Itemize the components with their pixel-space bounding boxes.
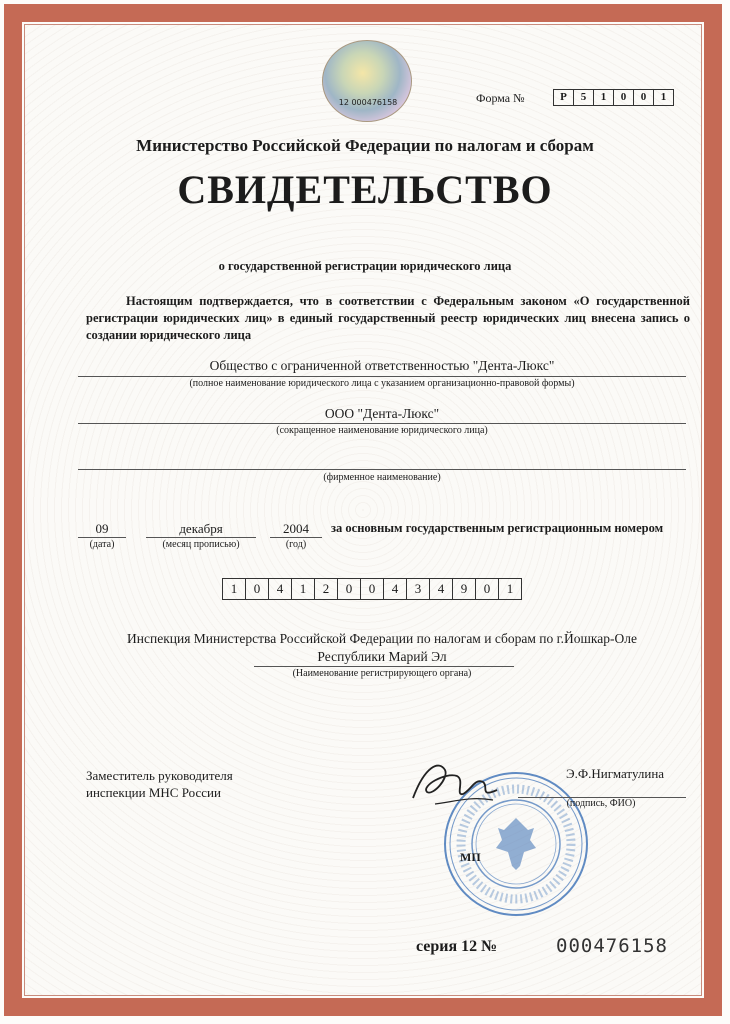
signature-caption: (подпись, ФИО) <box>566 798 636 809</box>
stamp-place-label: МП <box>460 850 481 864</box>
short-name-underline <box>78 423 686 424</box>
ogrn-digit: 0 <box>361 579 384 599</box>
ogrn-digit: 4 <box>430 579 453 599</box>
ogrn-digit: 0 <box>338 579 361 599</box>
serial-number: 000476158 <box>556 935 668 957</box>
form-code-char: 0 <box>614 90 634 105</box>
authority-underline <box>254 666 514 667</box>
ogrn-digit: 1 <box>506 581 514 596</box>
date-day-caption: (дата) <box>89 539 115 550</box>
signer-position <box>86 767 233 801</box>
ogrn-digit: 1 <box>292 579 315 599</box>
series-label: серия 12 № <box>416 938 498 955</box>
date-month-caption: (месяц прописью) <box>162 539 240 550</box>
statement-paragraph: Настоящим подтверждается, что в соответствии с Федеральным законом «О государственной регистрации юридических лиц» в единый государственный реестр юридических лиц внесена запись о создании юридического лица <box>86 294 690 342</box>
ogrn-digit: 2 <box>315 579 338 599</box>
full-name: Общество с ограниченной ответственностью "Дента-Люкс" <box>209 358 555 373</box>
ogrn-digit: 9 <box>453 579 476 599</box>
ogrn-digit: 3 <box>407 579 430 599</box>
form-code-char: 0 <box>634 90 654 105</box>
full-name-underline <box>78 376 686 377</box>
form-code <box>553 89 674 106</box>
page-title: СВИДЕТЕЛЬСТВО <box>177 167 553 212</box>
form-code-char: 1 <box>594 90 614 105</box>
short-name: ООО "Дента-Люкс" <box>324 406 440 421</box>
date-year: 2004 <box>270 521 322 538</box>
form-code-char: 1 <box>660 91 667 103</box>
form-label: Форма № <box>476 91 525 105</box>
date-year-caption: (год) <box>285 539 307 550</box>
ogrn-digit: 4 <box>384 579 407 599</box>
brand-name-underline <box>78 469 686 470</box>
date-month: декабря <box>146 521 256 538</box>
form-code-char: Р <box>554 90 574 105</box>
hologram-icon <box>322 40 412 122</box>
authority-caption: (Наименование регистрирующего органа) <box>292 668 472 679</box>
ogrn-digit: 1 <box>223 579 246 599</box>
handwritten-signature <box>405 756 505 816</box>
authority-line1: Инспекция Министерства Российской Федерации по налогам и сборам по г.Йошкар-Оле <box>127 631 637 646</box>
signer-position-line2: инспекции МНС России <box>86 785 221 800</box>
ogrn-number <box>222 578 522 600</box>
signer-name: Э.Ф.Нигматулина <box>566 766 665 781</box>
form-code-char: 5 <box>574 90 594 105</box>
authority-line2: Республики Марий Эл <box>317 649 447 664</box>
ogrn-digit: 0 <box>476 579 499 599</box>
ministry-heading: Министерство Российской Федерации по налогам и сборам <box>136 136 594 155</box>
brand-name-caption: (фирменное наименование) <box>323 472 441 483</box>
full-name-caption: (полное наименование юридического лица с указанием организационно-правовой формы) <box>189 378 575 389</box>
hologram-number: 12 000476158 <box>338 98 398 107</box>
date-day: 09 <box>78 521 126 538</box>
ogrn-label: за основным государственным регистрационным номером <box>331 521 664 535</box>
ogrn-digit: 0 <box>246 579 269 599</box>
signer-position-line1: Заместитель руководителя <box>86 768 233 783</box>
ogrn-digit: 4 <box>269 579 292 599</box>
short-name-caption: (сокращенное наименование юридического лица) <box>276 425 488 436</box>
subtitle: о государственной регистрации юридического лица <box>218 259 512 273</box>
